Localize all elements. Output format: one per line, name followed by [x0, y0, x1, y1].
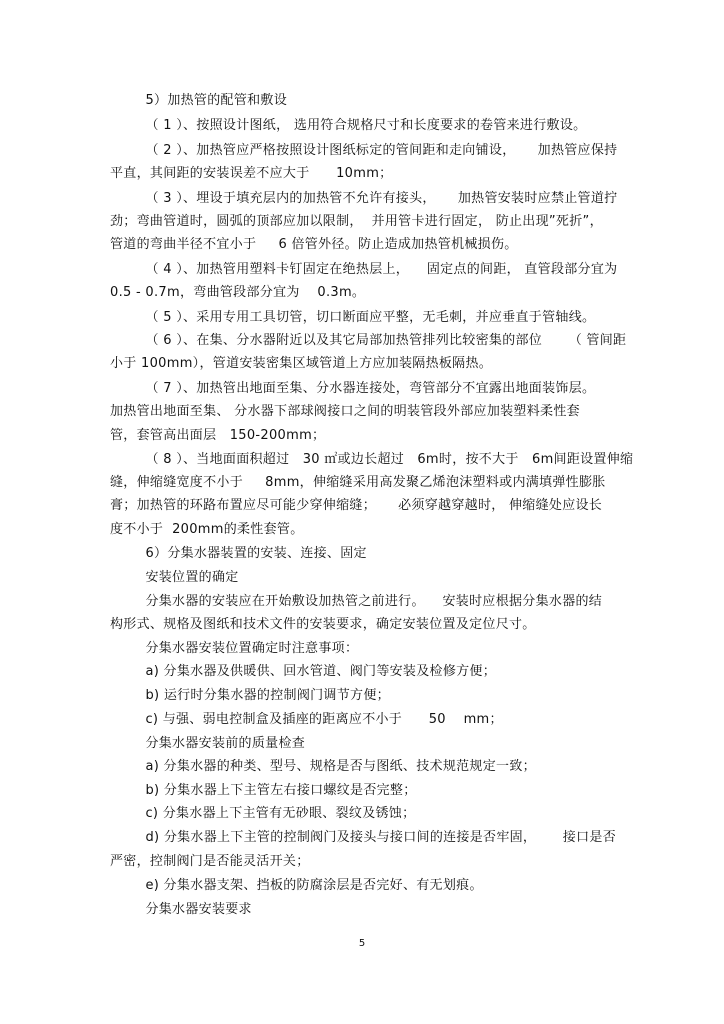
- text-line: （ 3 ）、埋设于填充层内的加热管不允许有接头， 加热管安装时应禁止管道拧: [110, 191, 618, 206]
- text-line: 膏；加热管的环路布置应尽可能少穿伸缩缝； 必须穿越穿越时， 伸缩缝处应设长: [110, 498, 603, 513]
- list-item: c) 与强、弱电控制盒及插座的距离应不小于 50 mm；: [110, 712, 503, 727]
- list-item: c) 分集水器上下主管有无砂眼、裂纹及锈蚀；: [110, 806, 416, 821]
- list-item: a) 分集水器的种类、型号、规格是否与图纸、技术规范规定一致；: [110, 759, 536, 774]
- text-line: 小于 100mm），管道安装密集区域管道上方应加装隔热板隔热。: [110, 356, 493, 371]
- text-line: 5）加热管的配管和敷设: [110, 93, 288, 108]
- text-line: （ 4 ）、加热管用塑料卡钉固定在绝热层上， 固定点的间距， 直管段部分宜为: [110, 262, 618, 277]
- text-line: 管，套管高出面层 150-200mm；: [110, 428, 326, 443]
- text-line: 度不小于 200mm的柔性套管。: [110, 522, 304, 537]
- text-line: （ 6 ）、在集、分水器附近以及其它局部加热管排列比较密集的部位 （ 管间距: [110, 333, 627, 348]
- text-line: （ 8 ）、当地面面积超过 30 ㎡或边长超过 6m时，按不大于 6m间距设置伸缩: [110, 452, 634, 467]
- text-line: 劲；弯曲管道时，圆弧的顶部应加以限制， 并用管卡进行固定， 防止出现”死折”，: [110, 214, 603, 229]
- list-item: e) 分集水器支架、挡板的防腐涂层是否完好、有无划痕。: [110, 878, 483, 893]
- text-line: 缝，伸缩缝宽度不小于 8mm，伸缩缝采用高发聚乙烯泡沫塑料或内满填弹性膨胀: [110, 475, 606, 490]
- text-line: 平直，其间距的安装误差不应大于 10mm；: [110, 166, 393, 181]
- list-item: d) 分集水器上下主管的控制阀门及接头与接口间的连接是否牢固， 接口是否: [110, 830, 617, 845]
- text-line: 0.5 - 0.7m，弯曲管段部分宜为 0.3m。: [110, 285, 366, 300]
- list-item: b) 分集水器上下主管左右接口螺纹是否完整；: [110, 783, 417, 798]
- subheading: 分集水器安装前的质量检查: [110, 736, 306, 751]
- list-item: 严密，控制阀门是否能灵活开关；: [110, 854, 310, 869]
- text-line: （ 5 ）、采用专用工具切管，切口断面应平整，无毛刺，并应垂直于管轴线。: [110, 310, 596, 325]
- text-line: 分集水器的安装应在开始敷设加热管之前进行。 安装时应根据分集水器的结: [110, 594, 603, 609]
- text-line: （ 1 ）、按照设计图纸， 选用符合规格尺寸和长度要求的卷管来进行敷设。: [110, 118, 587, 133]
- text-line: 加热管出地面至集、 分水器下部球阀接口之间的明装管段外部应加装塑料柔性套: [110, 404, 580, 419]
- text-line: 管道的弯曲半径不宜小于 6 倍管外径。防止造成加热管机械损伤。: [110, 237, 518, 252]
- section-heading: 6）分集水器装置的安装、连接、固定: [110, 546, 367, 561]
- subheading: 分集水器安装要求: [110, 902, 252, 917]
- list-item: a) 分集水器及供暖供、回水管道、阀门等安装及检修方便；: [110, 664, 497, 679]
- text-line: 构形式、规格及图纸和技术文件的安装要求，确定安装位置及定位尺寸。: [110, 617, 536, 632]
- subheading: 分集水器安装位置确定时注意事项：: [110, 641, 359, 656]
- text-line: （ 2 ）、加热管应严格按照设计图纸标定的管间距和走向铺设， 加热管应保持: [110, 143, 618, 158]
- subheading: 安装位置的确定: [110, 570, 239, 585]
- text-line: （ 7 ）、加热管出地面至集、分水器连接处，弯管部分不宜露出地面装饰层。: [110, 381, 596, 396]
- list-item: b) 运行时分集水器的控制阀门调节方便；: [110, 688, 390, 703]
- page-number: 5: [358, 938, 366, 949]
